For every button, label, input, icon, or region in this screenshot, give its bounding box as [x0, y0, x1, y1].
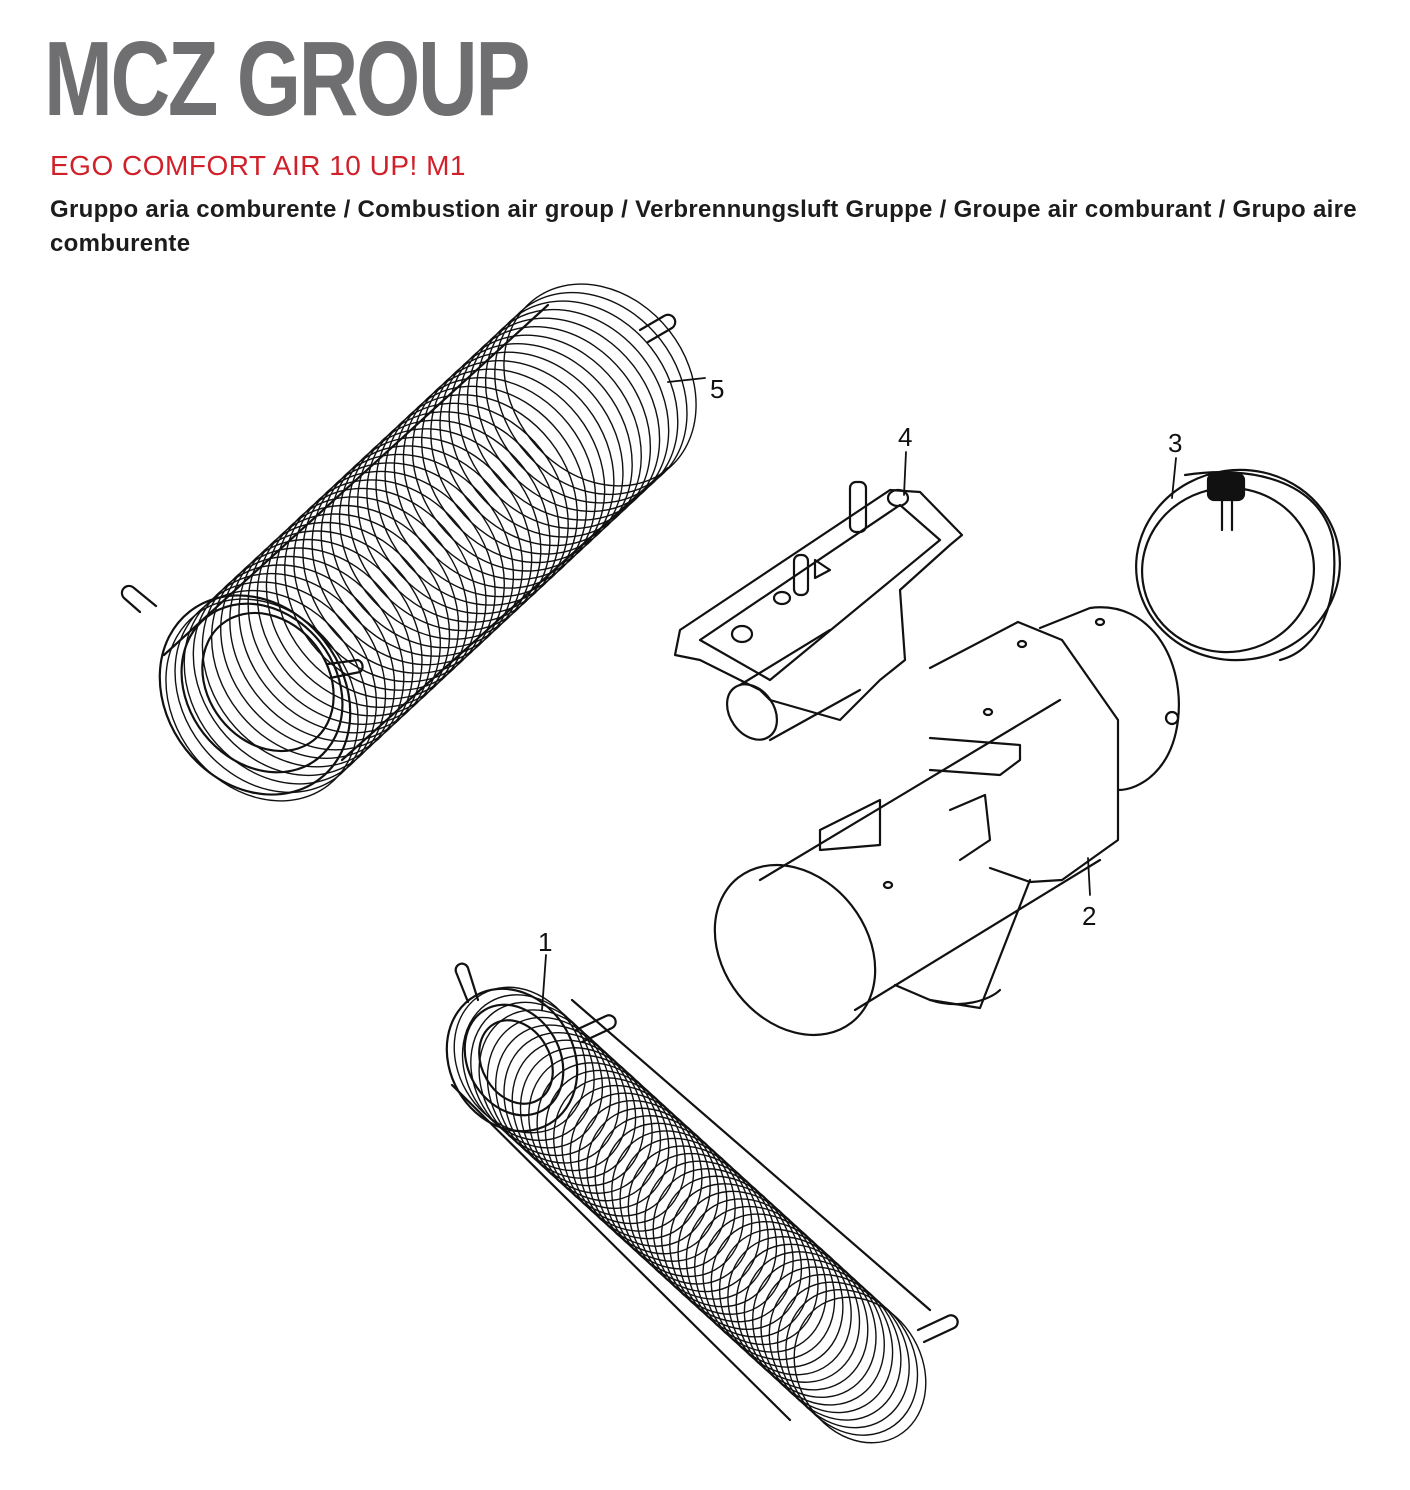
hose-rib: [528, 1054, 711, 1248]
hose-rib: [561, 1084, 744, 1278]
hose-rib: [719, 1228, 902, 1422]
model-title: EGO COMFORT AIR 10 UP! M1: [50, 150, 466, 181]
hose-rib: [627, 1145, 810, 1339]
hose-rib: [735, 1243, 918, 1437]
hose-rib: [652, 1167, 835, 1361]
hose-rib: [126, 561, 398, 840]
hose-rib: [669, 1182, 852, 1376]
hose-rib: [520, 1046, 703, 1240]
hose-rib: [511, 1039, 694, 1233]
hose-rib: [760, 1266, 943, 1460]
hose-rib: [727, 1235, 910, 1429]
hose-rib: [619, 1137, 802, 1331]
hose-rib: [743, 1250, 926, 1444]
hose-rib: [752, 1258, 935, 1452]
hose-rib: [428, 280, 700, 559]
hose-rib: [462, 993, 645, 1187]
hose-rib: [685, 1198, 868, 1392]
hose-rib: [470, 1001, 653, 1195]
hose-rib: [495, 1024, 678, 1218]
hose-rib: [418, 288, 690, 567]
callout-3: 3: [1168, 428, 1183, 458]
hose-rib: [768, 1273, 951, 1467]
part-3-collar: [1124, 457, 1352, 674]
hose-rib: [437, 971, 620, 1165]
hose-rib: [578, 1099, 761, 1293]
hose-rib: [602, 1122, 785, 1316]
hose-rib: [611, 1129, 794, 1323]
mcz-group-logo: MCZ GROUP: [44, 20, 529, 138]
part-4-bracket: [675, 482, 962, 749]
hose-rib: [464, 246, 736, 525]
hose-rib: [661, 1175, 844, 1369]
hose-rib: [445, 978, 628, 1172]
hose-rib: [503, 1031, 686, 1225]
part-5-flexible-hose: [120, 246, 735, 840]
callout-1: 1: [538, 927, 553, 957]
callout-4: 4: [898, 422, 913, 452]
hose-rib: [569, 1092, 752, 1286]
hose-rib: [586, 1107, 769, 1301]
hose-rib: [144, 544, 416, 823]
hose-rib: [677, 1190, 860, 1384]
hose-rib: [172, 518, 444, 797]
group-subtitle: Gruppo aria comburente / Combustion air group / Verbrennungsluft Gruppe / Groupe air comburant / Grupo aire comburente: [50, 196, 1357, 257]
hose-rib: [536, 1061, 719, 1255]
hose-rib: [446, 263, 718, 542]
callout-5: 5: [710, 374, 725, 404]
hose-rib: [644, 1160, 827, 1354]
hose-rib: [364, 339, 636, 618]
hose-rib: [636, 1152, 819, 1346]
hose-rib: [281, 416, 553, 695]
hose-rib: [553, 1077, 736, 1271]
hose-rib: [309, 390, 581, 669]
hose-rib: [694, 1205, 877, 1399]
hose-rib: [702, 1213, 885, 1407]
hose-rib: [486, 1016, 669, 1210]
hose-rib: [710, 1220, 893, 1414]
part-1-flexible-hose: [421, 963, 957, 1467]
callout-2: 2: [1082, 901, 1097, 931]
hose-rib: [594, 1114, 777, 1308]
